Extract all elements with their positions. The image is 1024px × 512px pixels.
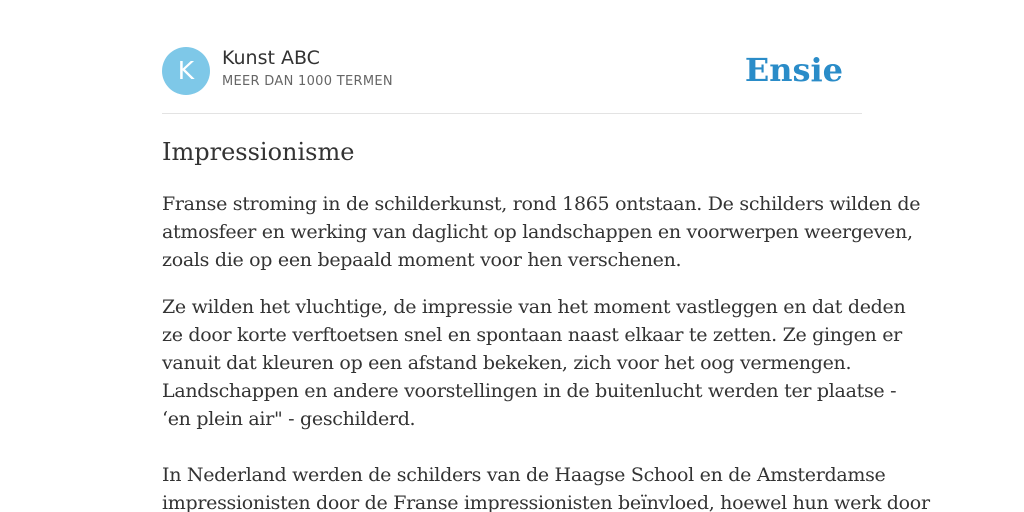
term-title: Impressionisme: [162, 138, 355, 166]
paragraph-line: ze door korte verftoetsen snel en spontaan naast elkaar te zetten. Ze gingen er: [162, 324, 902, 346]
paragraph-line: Franse stroming in de schilderkunst, rond 1865 ontstaan. De schilders wilden de: [162, 193, 921, 215]
source-name-link[interactable]: Kunst ABC: [222, 47, 320, 69]
page-container: [162, 0, 930, 512]
source-avatar[interactable]: K: [162, 47, 210, 95]
source-header: [162, 0, 862, 114]
ensie-logo[interactable]: Ensie: [744, 51, 843, 89]
paragraph-line: impressionisten door de Franse impressionisten beïnvloed, hoewel hun werk door: [162, 492, 930, 512]
paragraph-line: atmosfeer en werking van daglicht op landschappen en voorwerpen weergeven,: [162, 221, 913, 243]
definition-paragraph-3: [162, 461, 930, 512]
paragraph-line: Ze wilden het vluchtige, de impressie van het moment vastleggen en dat deden: [162, 296, 906, 318]
definition-paragraph-2: [162, 293, 906, 433]
paragraph-line: In Nederland werden de schilders van de Haagse School en de Amsterdamse: [162, 464, 886, 486]
paragraph-line: zoals die op een bepaald moment voor hen verschenen.: [162, 249, 682, 271]
paragraph-line: ‘en plein air" - geschilderd.: [162, 408, 416, 430]
definition-paragraph-1: [162, 190, 921, 274]
paragraph-line: Landschappen en andere voorstellingen in de buitenlucht werden ter plaatse -: [162, 380, 897, 402]
paragraph-line: vanuit dat kleuren op een afstand bekeken, zich voor het oog vermengen.: [162, 352, 852, 374]
source-subtitle: MEER DAN 1000 TERMEN: [222, 74, 393, 89]
